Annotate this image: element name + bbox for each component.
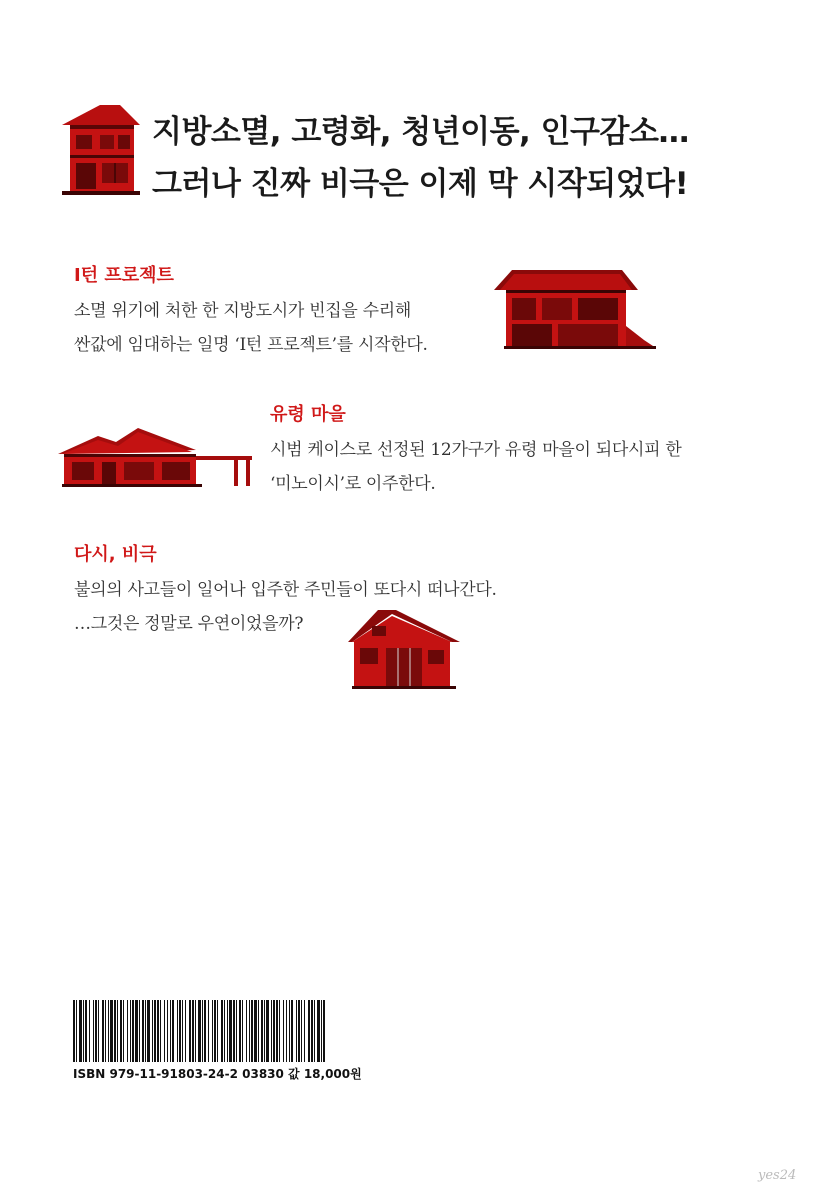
barcode-bar <box>276 1000 278 1062</box>
barcode-bar <box>182 1000 183 1062</box>
barcode-bar <box>266 1000 269 1062</box>
barcode-bar <box>273 1000 275 1062</box>
barcode-bar <box>202 1000 203 1062</box>
barcode-bar <box>170 1000 171 1062</box>
barcode-bar <box>93 1000 94 1062</box>
barcode-bar <box>304 1000 305 1062</box>
barcode-bar <box>76 1000 77 1062</box>
barcode-bar <box>147 1000 150 1062</box>
barcode-bar <box>221 1000 223 1062</box>
barcode-bar <box>279 1000 280 1062</box>
headline-line-1: 지방소멸, 고령화, 청년이동, 인구감소… <box>152 114 689 150</box>
barcode-bar <box>139 1000 140 1062</box>
barcode-bar <box>208 1000 209 1062</box>
barcode-bar <box>95 1000 97 1062</box>
barcode-bar <box>110 1000 113 1062</box>
barcode-bar <box>73 1000 75 1062</box>
barcode-bar <box>177 1000 178 1062</box>
barcode-bar <box>83 1000 84 1062</box>
house-gabled-icon <box>348 610 460 690</box>
barcode-bar <box>198 1000 201 1062</box>
barcode-bar <box>298 1000 300 1062</box>
barcode-bar <box>154 1000 156 1062</box>
barcode-bar <box>217 1000 218 1062</box>
barcode-bar <box>160 1000 161 1062</box>
section-title-ghost-village: 유령 마을 <box>270 404 346 425</box>
barcode-bar <box>127 1000 128 1062</box>
section-title-tragedy-again: 다시, 비극 <box>74 544 157 565</box>
barcode-bar <box>301 1000 302 1062</box>
house-two-story-icon <box>62 103 140 195</box>
barcode-bar <box>79 1000 82 1062</box>
headline-line-2: 그러나 진짜 비극은 이제 막 시작되었다! <box>152 166 689 202</box>
barcode-bar <box>145 1000 146 1062</box>
barcode-bar <box>251 1000 253 1062</box>
barcode-bar <box>249 1000 250 1062</box>
barcode-bar <box>105 1000 106 1062</box>
barcode-bar <box>89 1000 90 1062</box>
barcode-bar <box>271 1000 272 1062</box>
section-title-iturn: I턴 프로젝트 <box>74 265 174 286</box>
barcode-bar <box>214 1000 216 1062</box>
section-text-line: 불의의 사고들이 일어나 입주한 주민들이 또다시 떠나간다. <box>74 580 497 600</box>
barcode-bar <box>185 1000 186 1062</box>
barcode-bar <box>152 1000 153 1062</box>
barcode-bar <box>189 1000 191 1062</box>
barcode-bar <box>229 1000 232 1062</box>
barcode-bar <box>135 1000 138 1062</box>
barcode-bar <box>311 1000 313 1062</box>
barcode-bar <box>317 1000 320 1062</box>
barcode-bar <box>264 1000 265 1062</box>
barcode-bar <box>224 1000 225 1062</box>
barcode-bar <box>246 1000 247 1062</box>
barcode-bar <box>321 1000 322 1062</box>
section-text-line: ‘미노이시’로 이주한다. <box>270 474 436 494</box>
watermark-logo: yes24 <box>758 1168 797 1183</box>
barcode-bar <box>172 1000 174 1062</box>
isbn-price-text: ISBN 979-11-91803-24-2 03830 값 18,000원 <box>73 1067 362 1081</box>
barcode-bar <box>258 1000 259 1062</box>
barcode-bar <box>314 1000 315 1062</box>
barcode-bar <box>179 1000 181 1062</box>
barcode-bar <box>157 1000 159 1062</box>
barcode-bar <box>123 1000 124 1062</box>
barcode-bar <box>239 1000 241 1062</box>
barcode-bar <box>308 1000 310 1062</box>
section-text-line: 시범 케이스로 선정된 12가구가 유령 마을이 되다시피 한 <box>270 440 682 460</box>
barcode-bar <box>286 1000 287 1062</box>
barcode-bar <box>236 1000 237 1062</box>
barcode-bar <box>164 1000 165 1062</box>
barcode-bar <box>283 1000 284 1062</box>
section-text-line: …그것은 정말로 우연이었을까? <box>74 614 304 634</box>
barcode-bar <box>102 1000 104 1062</box>
barcode-bar <box>195 1000 196 1062</box>
barcode-bar <box>167 1000 168 1062</box>
barcode-bar <box>120 1000 122 1062</box>
barcode-bar <box>142 1000 144 1062</box>
barcode-bar <box>108 1000 109 1062</box>
barcode-bar <box>212 1000 213 1062</box>
barcode <box>73 1000 328 1062</box>
barcode-bar <box>114 1000 116 1062</box>
barcode-bar <box>204 1000 206 1062</box>
barcode-bar <box>117 1000 118 1062</box>
barcode-bar <box>289 1000 290 1062</box>
barcode-bar <box>130 1000 131 1062</box>
barcode-bar <box>192 1000 194 1062</box>
barcode-bar <box>254 1000 257 1062</box>
barcode-bar <box>261 1000 263 1062</box>
barcode-bar <box>132 1000 134 1062</box>
barcode-bar <box>98 1000 99 1062</box>
barcode-bar <box>85 1000 87 1062</box>
section-text-line: 소멸 위기에 처한 한 지방도시가 빈집을 수리해 <box>74 301 411 321</box>
house-traditional-icon <box>494 268 656 350</box>
barcode-bar <box>227 1000 228 1062</box>
barcode-bar <box>291 1000 293 1062</box>
house-bungalow-icon <box>58 428 252 488</box>
barcode-bar <box>242 1000 243 1062</box>
section-text-line: 싼값에 임대하는 일명 ‘I턴 프로젝트’를 시작한다. <box>74 335 428 355</box>
barcode-bar <box>233 1000 235 1062</box>
barcode-bar <box>323 1000 325 1062</box>
barcode-bar <box>296 1000 297 1062</box>
